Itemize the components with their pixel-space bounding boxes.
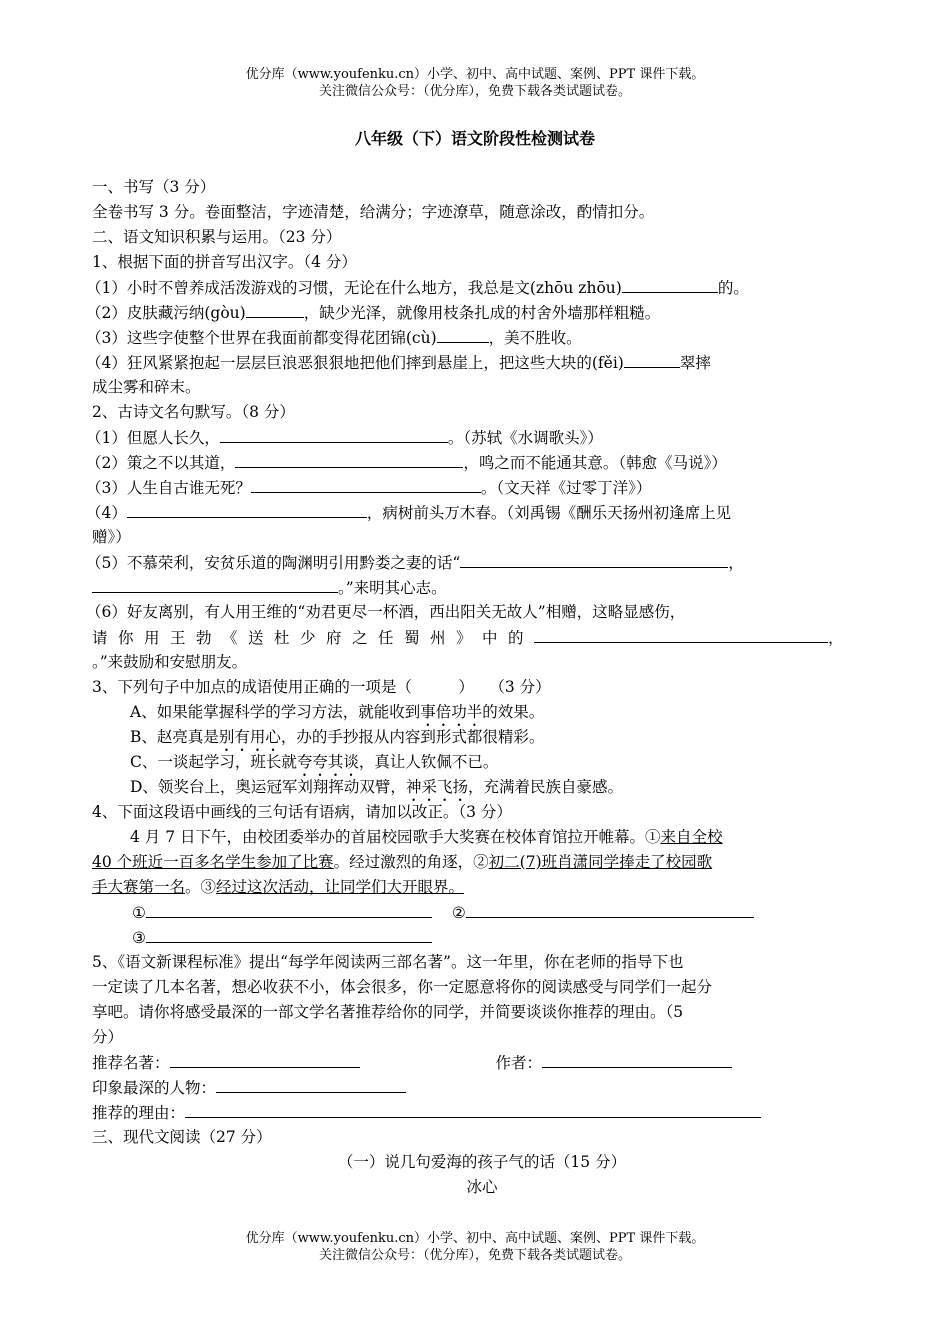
q2-poem-6: （6）好友离别，有人用王维的“劝君更尽一杯酒，西出阳关无故人”相赠，这略显感伤， (86, 603, 686, 621)
q2-poem-5-end: 。”来明其心志。 (338, 579, 447, 597)
page-title: 八年级（下）语文阶段性检测试卷 (354, 129, 595, 148)
q1-item-4 (86, 350, 872, 375)
q4-underlined-1b: 40 个班近一百多名学生参加了比赛 (92, 853, 334, 871)
q2-poem-2-source: ，鸣之而不能通其意。（韩愈《马说》） (463, 454, 727, 472)
q5-text-2: 一定读了几本名著，想必收获不小，体会很多，你一定愿意将你的阅读感受与同学们一起分 (92, 978, 713, 996)
q1-heading: 1、根据下面的拼音写出汉字。（4 分） (92, 253, 357, 271)
q2-poem-6-text: 请你用王勃《送杜少府之任蜀州》中的 (92, 629, 535, 647)
q5-person-label: 印象最深的人物： (92, 1079, 217, 1097)
q1-item-1-text: （1）小时不曾养成活泼游戏的习惯，无论在什么地方，我总是文(zhōu zhōu) (86, 279, 622, 297)
q4-underlined-2b: 手大赛第一名 (92, 878, 186, 896)
q4-answer-row-2 (92, 925, 872, 950)
q5-text-3: 享吧。请你将感受最深的一部文学名著推荐给你的同学，并简要谈谈你推荐的理由。（5 (92, 1003, 684, 1021)
q4-underlined-2a: 初二(7)班肖潇同学捧走了校园歌 (488, 853, 713, 871)
q5-book-label: 推荐名著： (92, 1054, 170, 1072)
q4-passage-text-3: 。③ (185, 878, 217, 896)
q4-passage-text-1: 4 月 7 日下午，由校团委举办的首届校园歌手大奖赛在校体育馆拉开帷幕。① (130, 828, 661, 846)
page-footer (0, 1230, 950, 1264)
footer-line-1: 优分库（www.youfenku.cn）小学、初中、高中试题、案例、PPT 课件下载。 (245, 1231, 705, 1246)
q2-poem-1 (86, 425, 872, 450)
q4-answer-blank-1[interactable] (146, 900, 432, 918)
q2-poem-2-text: （2）策之不以其道， (86, 454, 236, 472)
page-header (0, 66, 950, 100)
q1-item-3 (86, 325, 872, 350)
q5-person-row (92, 1075, 872, 1100)
q2-poem-4-text: （4） (86, 504, 127, 522)
q5-person-blank[interactable] (216, 1075, 406, 1093)
q3-option-a[interactable] (92, 700, 872, 725)
q3-option-c-text2: ，真让人钦佩不已。 (358, 753, 499, 771)
q1-item-2 (86, 300, 872, 325)
q2-poem-6-end: 。”来鼓励和安慰朋友。 (92, 653, 248, 671)
q2-answer-blank-4[interactable] (127, 500, 367, 518)
q2-poem-1-text: （1）但愿人长久， (86, 429, 220, 447)
q1-answer-blank-3[interactable] (437, 325, 489, 343)
q3-option-d-idiom: 神采飞扬 (405, 778, 468, 796)
q2-poem-6-cont (92, 625, 872, 650)
q1-item-4-text: （4）狂风紧紧抱起一层层巨浪恶狠狠地把他们摔到悬崖上，把这些大块的(fěi) (86, 354, 624, 372)
q1-item-1-end: 的。 (717, 279, 749, 297)
q5-text-1: 5、《语文新课程标准》提出“每学年阅读两三部名著”。这一年里，你在老师的指导下也 (92, 953, 684, 971)
q4-answer-row-1 (92, 900, 872, 925)
q2-poem-6-comma: ， (828, 629, 844, 647)
q4-heading: 4、下面这段语中画线的三句话有语病，请加以改正。（3 分） (92, 803, 512, 821)
q5-book-blank[interactable] (170, 1050, 360, 1068)
q4-passage-line-2 (92, 850, 872, 875)
q5-author-blank[interactable] (542, 1050, 732, 1068)
q1-item-2-end: ，缺少光泽，就像用枝条扎成的村舍外墙那样粗糙。 (303, 304, 661, 322)
q4-answer-num-2: ② (451, 904, 466, 922)
q4-passage-text-2: 。经过激烈的角逐，② (333, 853, 489, 871)
exam-body (86, 175, 872, 1200)
q5-text-4: 分） (92, 1028, 124, 1046)
q1-item-3-text: （3）这些字使整个世界在我面前都变得花团锦(cù) (86, 329, 437, 347)
q2-poem-5-comma: ， (728, 554, 744, 572)
footer-line-2: 关注微信公众号：（优分库），免费下载各类试题试卷。 (318, 1248, 631, 1263)
q3-option-a-text2: 的效果。 (482, 703, 545, 721)
q5-book-row (92, 1050, 872, 1075)
q2-answer-blank-1[interactable] (220, 425, 448, 443)
q1-item-2-text: （2）皮肤藏污纳(gòu) (86, 304, 246, 322)
q1-answer-blank-2[interactable] (246, 300, 304, 318)
q3-option-d-text2: ，充满着民族自豪感。 (467, 778, 623, 796)
q4-passage-line-1 (92, 825, 872, 850)
q3-option-c-idiom: 夸夸其谈 (296, 753, 359, 771)
q4-answer-blank-3[interactable] (146, 925, 432, 943)
q2-answer-blank-3[interactable] (251, 475, 481, 493)
q3-option-b-text1: B、赵亮真是 (130, 728, 219, 746)
q1-item-4-cont: 成尘雾和碎末。 (92, 378, 201, 396)
q2-answer-blank-5b[interactable] (92, 575, 338, 593)
q4-answer-blank-2[interactable] (466, 900, 754, 918)
q4-passage-line-3 (92, 875, 872, 900)
q2-poem-3 (86, 475, 872, 500)
section-3-heading: 三、现代文阅读（27 分） (92, 1128, 272, 1146)
q2-poem-4-cont: 赠》） (92, 528, 131, 546)
q3-option-d-text1: D、领奖台上，奥运冠军刘翔挥动双臂， (130, 778, 406, 796)
q2-poem-5-text: （5）不慕荣利，安贫乐道的陶渊明引用黔娄之妻的话“ (86, 554, 461, 572)
q1-item-3-end: ，美不胜收。 (488, 329, 582, 347)
q5-reason-row (92, 1100, 872, 1125)
q1-answer-blank-4[interactable] (624, 350, 680, 368)
q5-reason-label: 推荐的理由： (92, 1104, 186, 1122)
q2-answer-blank-2[interactable] (235, 450, 463, 468)
reading-subtitle: （一）说几句爱海的孩子气的话（15 分） (337, 1153, 627, 1171)
q2-poem-3-source: 。（文天祥《过零丁洋》） (480, 479, 652, 497)
reading-author: 冰心 (466, 1178, 498, 1196)
q1-answer-blank-1[interactable] (622, 275, 718, 293)
q3-option-c-text1: C、一谈起学习，班长就 (130, 753, 297, 771)
q3-option-c[interactable] (92, 750, 872, 775)
q5-reason-blank[interactable] (185, 1100, 761, 1118)
q1-item-1 (86, 275, 872, 300)
q2-poem-2 (86, 450, 872, 475)
section-2-heading: 二、语文知识积累与运用。（23 分） (92, 228, 342, 246)
section-1-text: 全卷书写 3 分。卷面整洁，字迹清楚，给满分；字迹潦草，随意涂改，酌情扣分。 (92, 203, 655, 221)
q3-option-a-idiom: 事倍功半 (420, 703, 483, 721)
q4-answer-num-1: ① (132, 904, 146, 922)
q4-underlined-3: 经过这次活动，让同学们大开眼界。 (216, 878, 465, 896)
q3-option-a-text1: A、如果能掌握科学的学习方法，就能收到 (130, 703, 421, 721)
q2-poem-4 (86, 500, 872, 525)
q4-answer-num-3: ③ (132, 929, 146, 947)
header-line-1: 优分库（www.youfenku.cn）小学、初中、高中试题、案例、PPT 课件下载。 (245, 67, 705, 82)
q2-poem-5-cont (92, 575, 872, 600)
q2-poem-3-text: （3）人生自古谁无死？ (86, 479, 251, 497)
q3-option-d[interactable] (92, 775, 872, 800)
q3-option-b[interactable] (92, 725, 872, 750)
q2-answer-blank-5a[interactable] (460, 550, 728, 568)
q4-underlined-1a: 来自全校 (660, 828, 723, 846)
q2-poem-5 (86, 550, 872, 575)
q5-author-label: 作者： (495, 1054, 543, 1072)
q2-answer-blank-6a[interactable] (534, 625, 828, 643)
q2-poem-1-source: 。（苏轼《水调歌头》） (447, 429, 603, 447)
q2-heading: 2、古诗文名句默写。（8 分） (92, 403, 295, 421)
q1-item-4-end: 翠摔 (679, 354, 711, 372)
q3-option-b-idiom: 别有用心 (218, 728, 281, 746)
section-1-heading: 一、书写（3 分） (92, 178, 216, 196)
q3-heading: 3、下列句子中加点的成语使用正确的一项是（ ） （3 分） (92, 678, 551, 696)
q3-option-b-text2: ，办的手抄报从内容到形式都很精彩。 (280, 728, 545, 746)
header-line-2: 关注微信公众号：（优分库），免费下载各类试题试卷。 (318, 84, 631, 99)
q2-poem-4-source: ，病树前头万木春。（刘禹锡《酬乐天扬州初逢席上见 (366, 504, 732, 522)
